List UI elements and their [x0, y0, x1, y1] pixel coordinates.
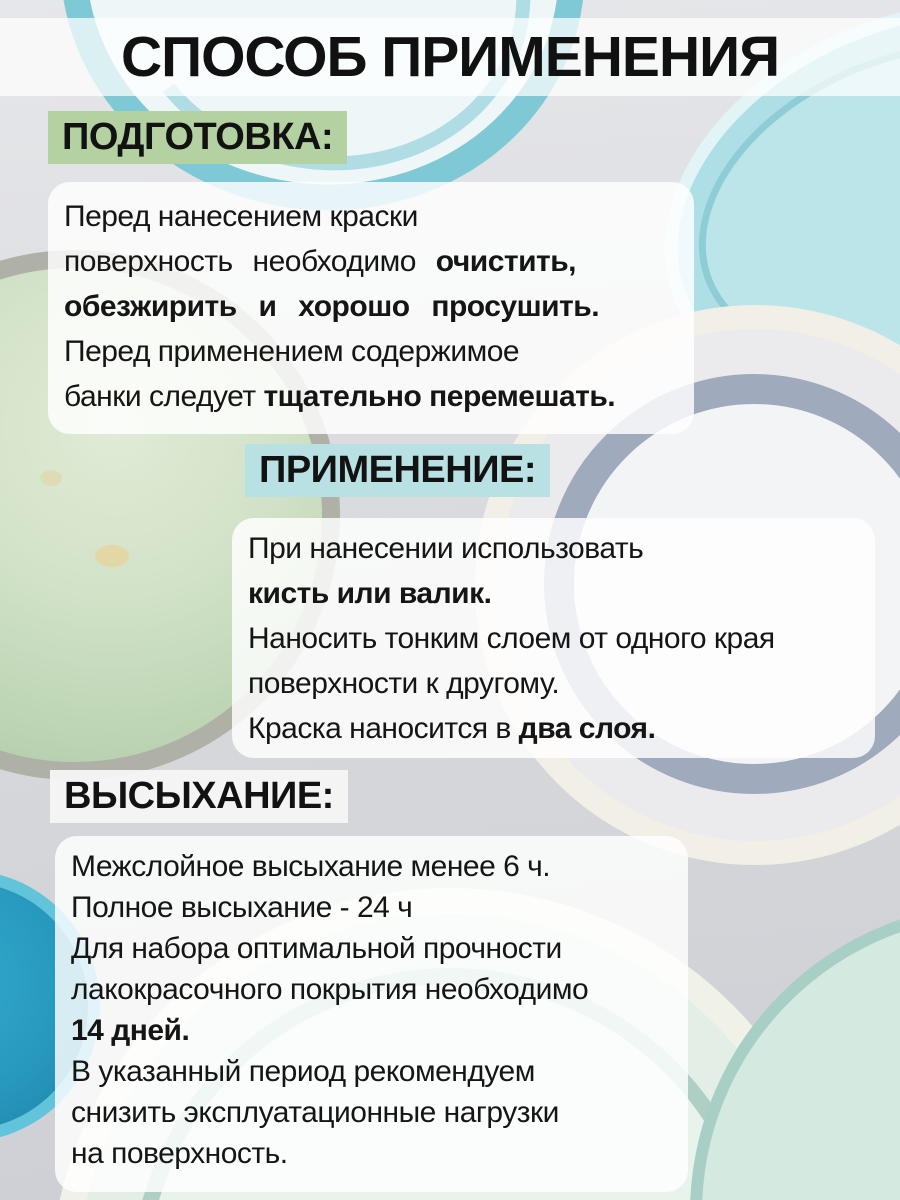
text-line [64, 284, 678, 329]
text-line [248, 616, 859, 661]
text-line [64, 374, 678, 419]
text-line [64, 194, 678, 239]
text-segment: Наносить тонким слоем от одного края [248, 622, 775, 655]
text-segment-bold: кисть или валик. [248, 577, 492, 610]
paint-blob-yellow [40, 470, 62, 486]
text-line [64, 239, 678, 284]
text-segment: В указанный период рекомендуем [71, 1055, 535, 1088]
text-line [71, 1133, 672, 1174]
text-line [248, 706, 859, 751]
text-segment-bold: 14 дней. [71, 1014, 190, 1047]
text-segment-bold: тщательно перемешать. [263, 380, 616, 413]
text-segment: Краска наносится в [248, 712, 519, 745]
text-line [248, 526, 859, 571]
paint-blob-yellow [95, 545, 129, 567]
text-segment: поверхности к другому. [248, 667, 560, 700]
section-card-drying [55, 836, 688, 1192]
text-line [71, 969, 672, 1010]
text-segment-bold: обезжирить и хорошо просушить. [64, 290, 600, 323]
section-label-preparation: ПОДГОТОВКА: [48, 111, 347, 164]
text-segment: Перед применением содержимое [64, 335, 520, 368]
section-card-application [232, 518, 875, 758]
text-segment: банки следует [64, 380, 264, 413]
text-segment: Межслойное высыхание менее 6 ч. [71, 850, 551, 883]
text-segment: снизить эксплуатационные нагрузки [71, 1096, 559, 1129]
text-segment: поверхность необходимо [64, 245, 436, 278]
text-segment: При нанесении использовать [248, 532, 644, 565]
text-line [71, 846, 672, 887]
text-line [71, 887, 672, 928]
text-line [71, 928, 672, 969]
page-title: СПОСОБ ПРИМЕНЕНИЯ [120, 25, 780, 89]
text-segment: Для набора оптимальной прочности [71, 932, 562, 965]
text-line [64, 329, 678, 374]
text-segment: Полное высыхание - 24 ч [71, 891, 413, 924]
text-line [71, 1092, 672, 1133]
text-segment-bold: два слоя. [518, 712, 656, 745]
text-segment: лакокрасочного покрытия необходимо [71, 973, 589, 1006]
text-segment: Перед нанесением краски [64, 200, 418, 233]
text-line [71, 1051, 672, 1092]
section-label-drying: ВЫСЫХАНИЕ: [50, 770, 348, 823]
text-line [248, 661, 859, 706]
text-line [248, 571, 859, 616]
section-card-preparation [48, 182, 694, 434]
title-strip [0, 18, 900, 96]
text-line [71, 1010, 672, 1051]
text-segment-bold: очистить, [435, 245, 576, 278]
section-label-application: ПРИМЕНЕНИЕ: [245, 444, 550, 497]
text-segment: на поверхность. [71, 1137, 288, 1170]
